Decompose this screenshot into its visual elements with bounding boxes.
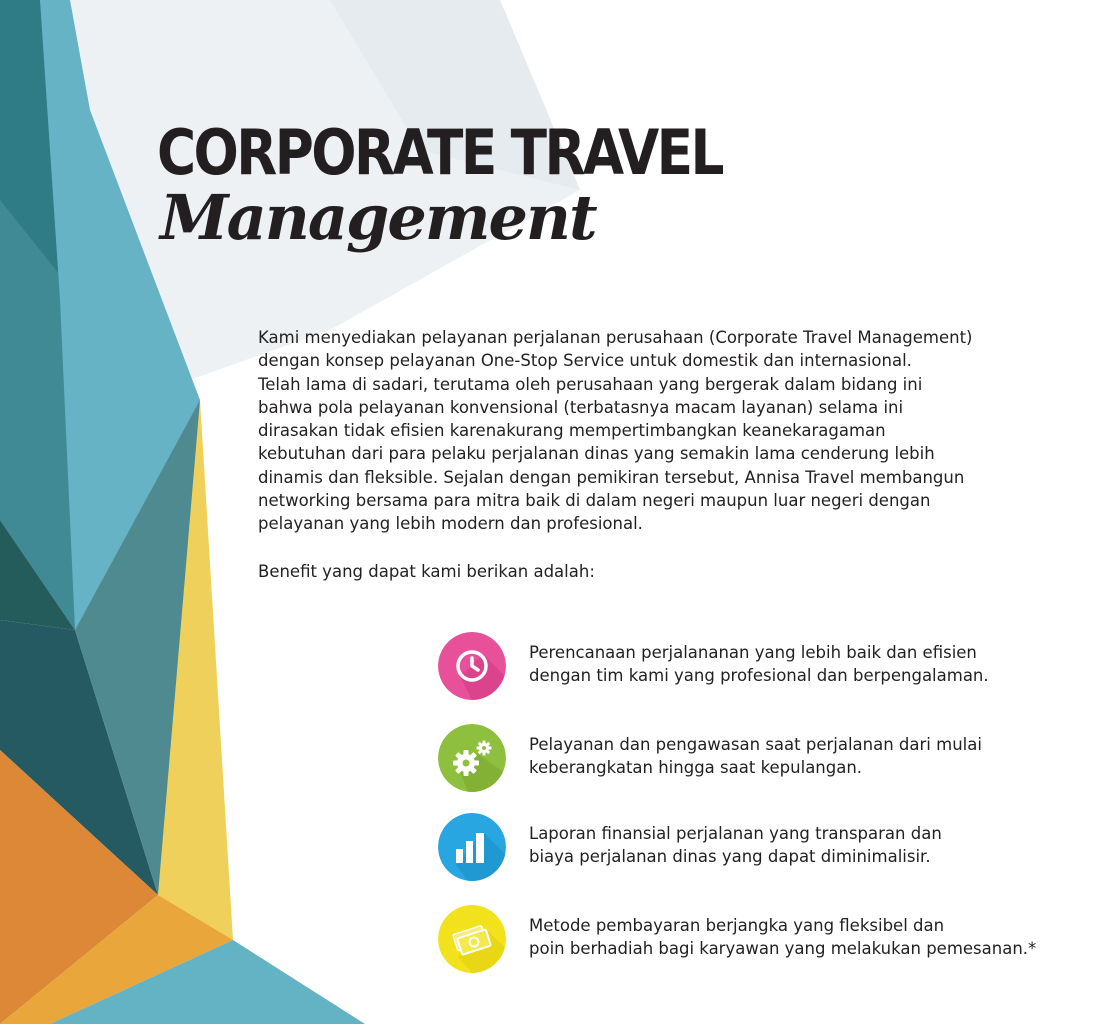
benefit-heading: Benefit yang dapat kami berikan adalah: xyxy=(258,562,595,581)
intro-line: dengan konsep pelayanan One-Stop Service untuk domestik dan internasional. xyxy=(258,351,912,371)
intro-line: dinamis dan fleksible. Sejalan dengan pemikiran tersebut, Annisa Travel membangun xyxy=(258,467,965,487)
intro-line: Telah lama di sadari, terutama oleh perusahaan yang bergerak dalam bidang ini xyxy=(258,374,923,394)
intro-line: dirasakan tidak efisien karenakurang mempertimbangkan keanekaragaman xyxy=(258,421,886,441)
intro-line: networking bersama para mitra baik di dalam negeri maupun luar negeri dengan xyxy=(258,491,931,511)
gears-icon xyxy=(438,724,506,792)
benefit-text xyxy=(529,733,982,780)
intro-line: bahwa pola pelayanan konvensional (terbatasnya macam layanan) selama ini xyxy=(258,397,904,417)
money-icon xyxy=(438,905,506,973)
benefit-text xyxy=(529,914,1036,961)
benefit-line: biaya perjalanan dinas yang dapat diminimalisir. xyxy=(529,847,931,867)
page-subtitle: Management xyxy=(160,181,596,254)
benefit-item-supervision xyxy=(438,724,1058,794)
benefit-line: poin berhadiah bagi karyawan yang melakukan pemesanan.* xyxy=(529,939,1037,959)
bar-chart-icon xyxy=(438,813,506,881)
benefit-line: Pelayanan dan pengawasan saat perjalanan dari mulai xyxy=(529,735,982,754)
intro-line: Kami menyediakan pelayanan perjalanan perusahaan (Corporate Travel Management) xyxy=(258,328,973,347)
benefit-line: keberangkatan hingga saat kepulangan. xyxy=(529,758,863,778)
intro-line: pelayanan yang lebih modern dan profesional. xyxy=(258,514,643,534)
intro-line: kebutuhan dari para pelaku perjalanan dinas yang semakin lama cenderung lebih xyxy=(258,444,935,464)
clock-icon xyxy=(438,632,506,700)
page-title: CORPORATE TRAVEL xyxy=(157,116,722,189)
benefit-item-report xyxy=(438,813,1058,883)
intro-paragraph xyxy=(258,326,972,536)
benefit-item-payment xyxy=(438,905,1058,975)
benefit-line: Perencanaan perjalananan yang lebih baik dan efisien xyxy=(529,643,977,662)
benefit-line: Metode pembayaran berjangka yang fleksibel dan xyxy=(529,916,945,935)
benefit-item-planning xyxy=(438,632,1058,702)
benefit-text xyxy=(529,641,989,688)
benefit-line: dengan tim kami yang profesional dan berpengalaman. xyxy=(529,666,989,686)
benefit-text xyxy=(529,822,942,869)
benefit-line: Laporan finansial perjalanan yang transparan dan xyxy=(529,824,942,843)
